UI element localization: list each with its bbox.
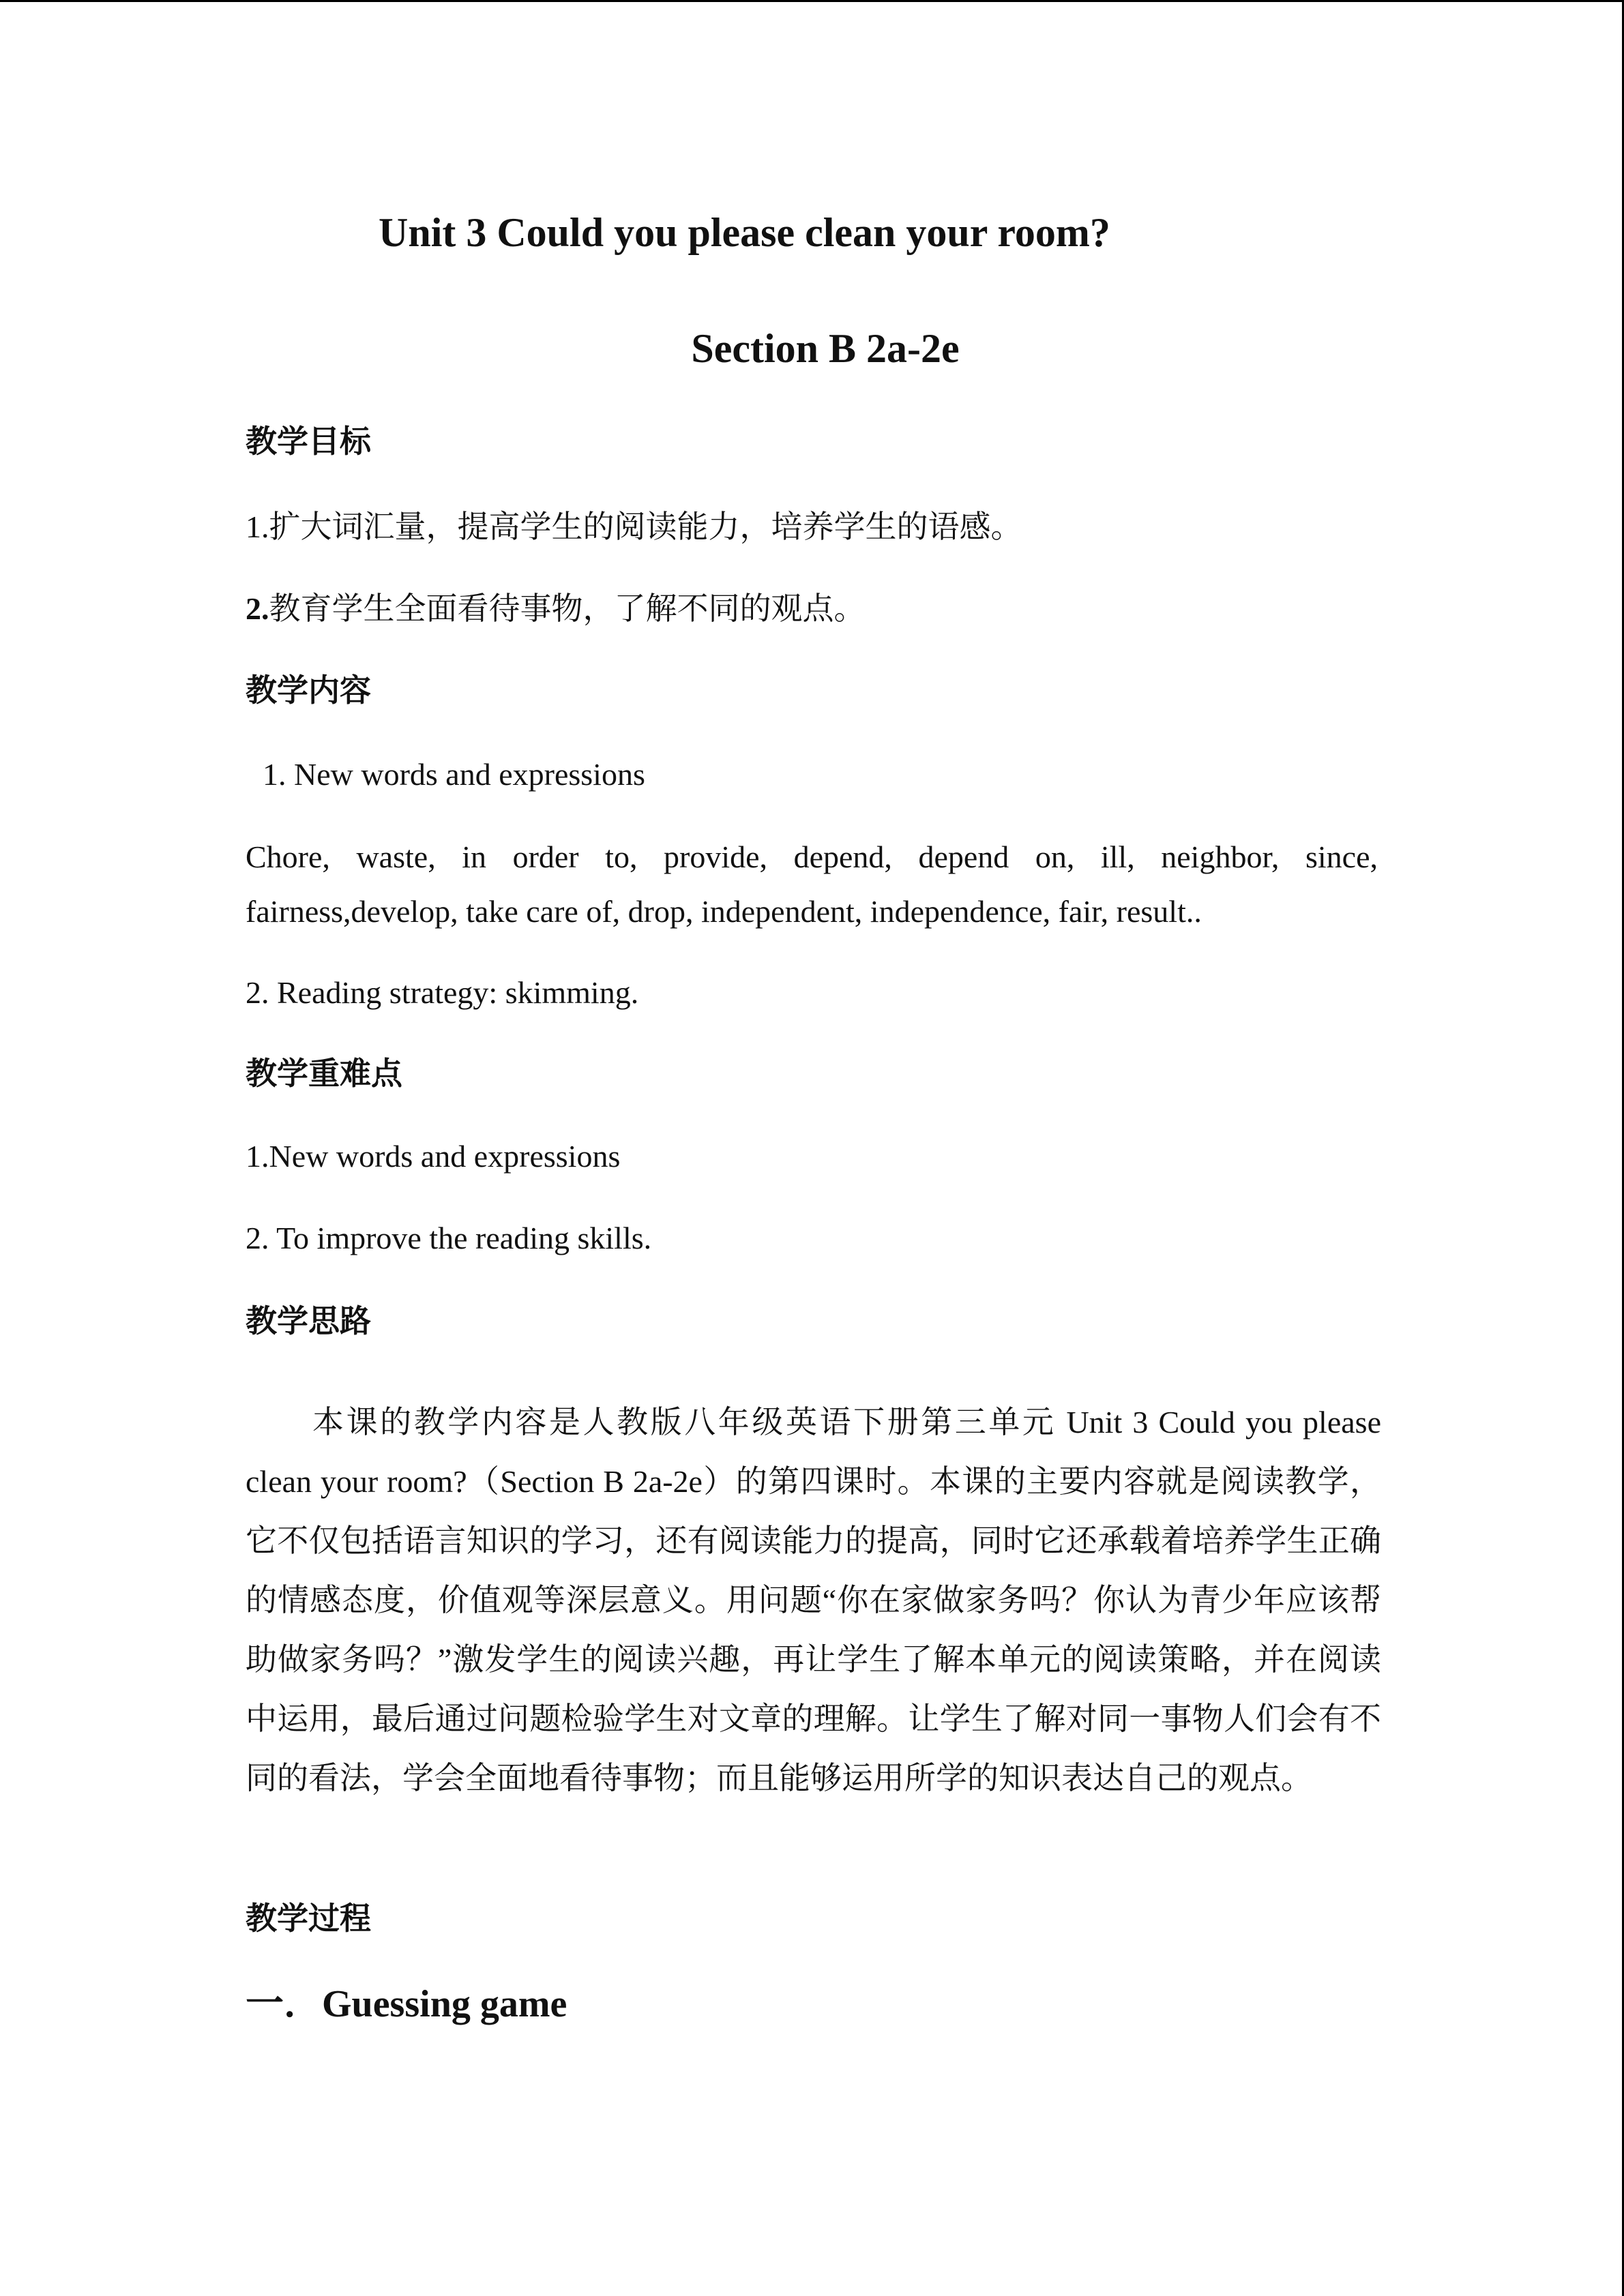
document-title: Unit 3 Could you please clean your room? [379,210,1110,255]
process-step-1-heading: 一．Guessing game [246,1983,567,2025]
process-heading: 教学过程 [246,1900,371,1937]
approach-heading: 教学思路 [246,1302,371,1339]
content-item-2: 2. Reading strategy: skimming. [246,975,639,1010]
objectives-item-2 [246,590,866,627]
key-points-item-2: 2. To improve the reading skills. [246,1221,652,1255]
content-item-1: 1. New words and expressions [263,757,645,792]
approach-paragraph: 本课的教学内容是人教版八年级英语下册第三单元 Unit 3 Could you please clean your room?（Section B 2a-2e）的第四课时。本课的主要内容就是阅读教学，它不仅包括语言知识的学习，还有阅读能力的提高，同时它还承载着培养学生正确的情感态度，价值观等深层意义。用问题“你在家做家务吗？你认为青少年应该帮助做家务吗？”激发学生的阅读兴趣，再让学生了解本单元的阅读策略，并在阅读中运用，最后通过问题检验学生对文章的理解。让学生了解对同一事物人们会有不同的看法，学会全面地看待事物；而且能够运用所学的知识表达自己的观点。 [246,1405,1381,1795]
objectives-item-2-number: 2. [246,591,269,626]
content-words-line-2: fairness,develop, take care of, drop, independent, independence, fair, result.. [246,894,1202,929]
key-points-item-1: 1.New words and expressions [246,1139,621,1174]
content-words-line-1: Chore, waste, in order to, provide, depend, depend on, ill, neighbor, since, [246,839,1378,874]
page-border-top [0,0,1624,2]
objectives-item-2-text: 教育学生全面看待事物，了解不同的观点。 [269,591,866,626]
content-heading: 教学内容 [246,672,371,709]
objectives-item-1: 1.扩大词汇量，提高学生的阅读能力，培养学生的语感。 [246,509,1022,544]
key-points-heading: 教学重难点 [246,1055,402,1092]
objectives-heading: 教学目标 [246,423,371,460]
document-subtitle: Section B 2a-2e [691,326,960,371]
